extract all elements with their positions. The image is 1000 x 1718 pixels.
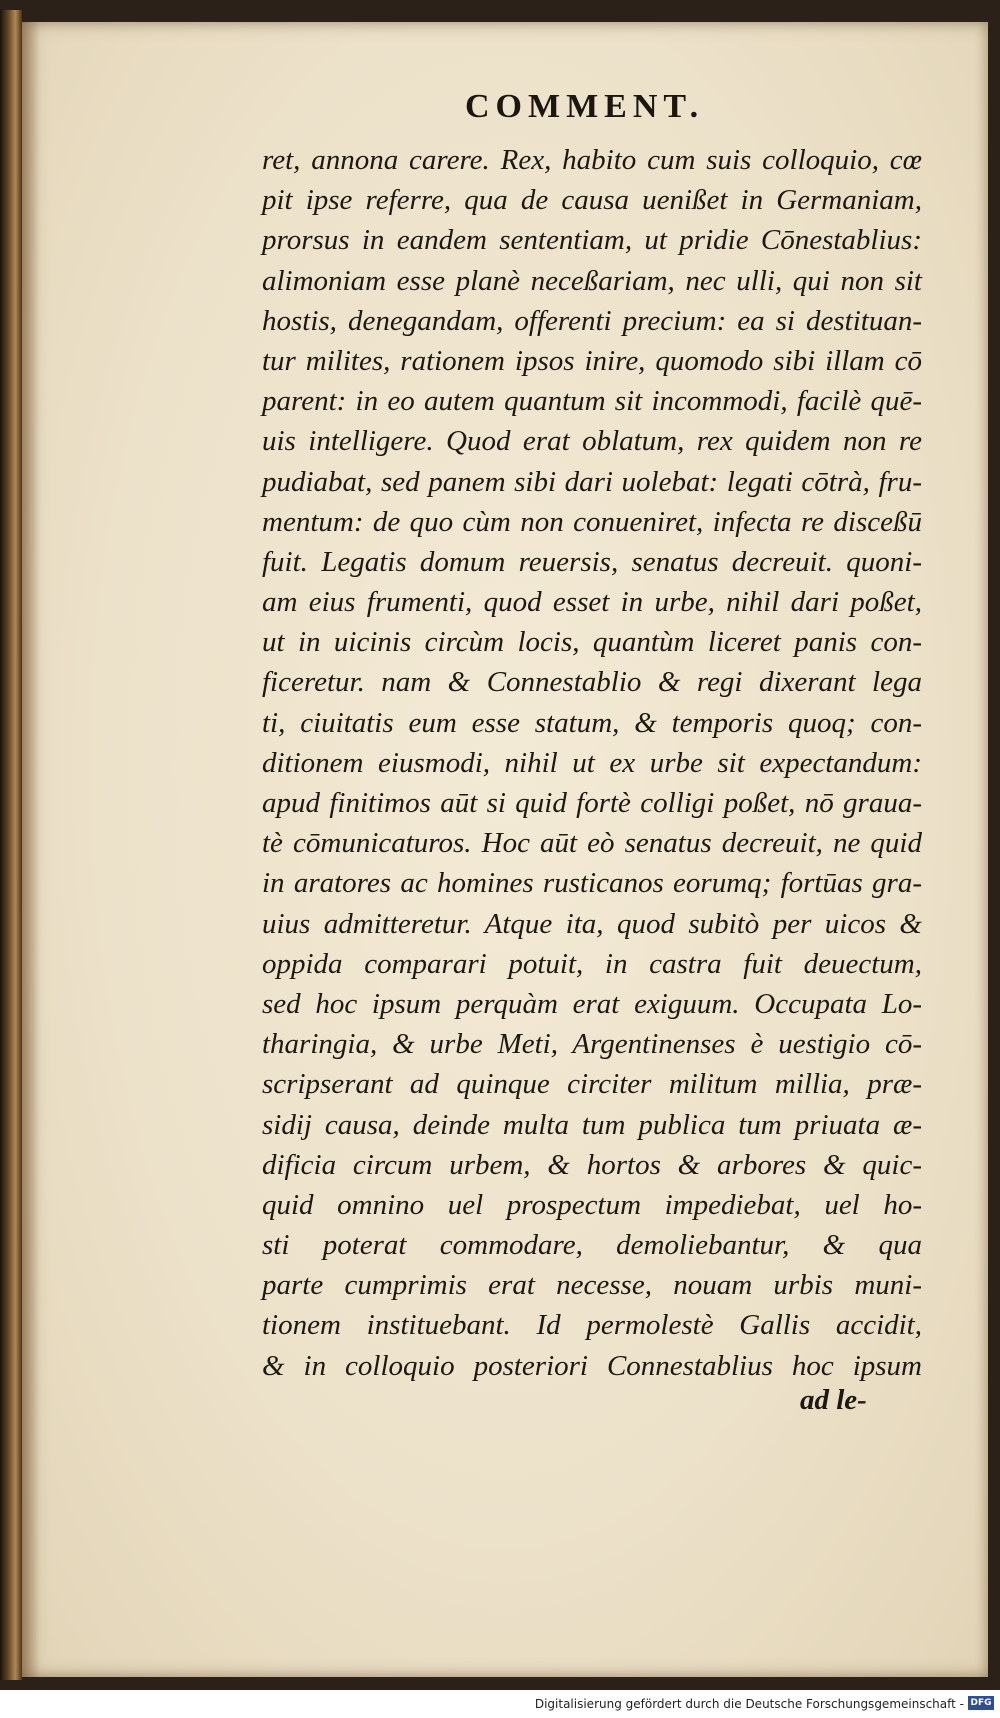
- text-line: ret, annona carere. Rex, habito cum suis colloquio, cœ: [262, 144, 922, 176]
- text-line: uis intelligere. Quod erat oblatum, rex quidem non re: [262, 425, 922, 458]
- text-line: alimoniam esse planè neceßariam, nec ulli, qui non sit: [262, 264, 922, 297]
- text-line: hostis, denegandam, offerenti precium: ea si destituan-: [262, 304, 922, 337]
- dfg-logo-icon: DFG: [968, 1696, 994, 1710]
- text-line: parte cumprimis erat necesse, nouam urbis muni-: [262, 1269, 922, 1302]
- text-line: am eius frumenti, quod esset in urbe, nihil dari poßet,: [262, 586, 922, 619]
- text-line: quid omnino uel prospectum impediebat, uel ho-: [262, 1188, 922, 1221]
- text-line: uius admitteretur. Atque ita, quod subitò per uicos &: [262, 907, 922, 940]
- catchword: ad le-: [800, 1384, 867, 1416]
- text-line: ficeretur. nam & Connestablio & regi dixerant lega: [262, 666, 922, 699]
- text-line: in aratores ac homines rusticanos eorumq; fortūas gra-: [262, 867, 922, 900]
- text-line: ti, ciuitatis eum esse statum, & temporis quoq; con-: [262, 706, 922, 739]
- text-line: tur milites, rationem ipsos inire, quomodo sibi illam cō: [262, 344, 922, 377]
- page-gutter-shadow: [22, 22, 40, 1677]
- text-line: apud finitimos aūt si quid fortè colligi poßet, nō graua-: [262, 787, 922, 819]
- text-line: pudiabat, sed panem sibi dari uolebat: legati cōtrà, fru-: [262, 465, 922, 498]
- footer-bar: [0, 1690, 1000, 1718]
- text-line: mentum: de quo cùm non conueniret, infecta re disceßū: [262, 505, 922, 538]
- text-line: ut in uicinis circùm locis, quantùm liceret panis con-: [262, 626, 922, 659]
- text-line: oppida comparari potuit, in castra fuit deuectum,: [262, 947, 922, 980]
- text-line: fuit. Legatis domum reuersis, senatus decreuit. quoni-: [262, 545, 922, 578]
- text-line: scripserant ad quinque circiter militum millia, præ-: [262, 1068, 922, 1101]
- body-text: [262, 140, 922, 1386]
- text-line: dificia circum urbem, & hortos & arbores & quic-: [262, 1148, 922, 1181]
- text-line: sed hoc ipsum perquàm erat exiguum. Occupata Lo-: [262, 987, 922, 1020]
- text-line: ditionem eiusmodi, nihil ut ex urbe sit expectandum:: [262, 746, 922, 779]
- running-head: COMMENT.: [465, 88, 705, 125]
- text-line: tionem instituebant. Id permolestè Gallis accidit,: [262, 1309, 922, 1342]
- text-line: tharingia, & urbe Meti, Argentinenses è uestigio cō-: [262, 1028, 922, 1061]
- text-line: parent: in eo autem quantum sit incommodi, facilè quē-: [262, 385, 922, 418]
- digitization-credit: Digitalisierung gefördert durch die Deutsche Forschungsgemeinschaft -: [534, 1697, 964, 1711]
- text-line: prorsus in eandem sententiam, ut pridie Cōnestablius:: [262, 224, 922, 257]
- book-spine-edge: [0, 10, 22, 1680]
- text-line: & in colloquio posteriori Connestablius hoc ipsum: [262, 1349, 922, 1382]
- text-line: sti poterat commodare, demoliebantur, & qua: [262, 1229, 922, 1262]
- text-line: sidij causa, deinde multa tum publica tum priuata æ-: [262, 1108, 922, 1141]
- text-line: tè cōmunicaturos. Hoc aūt eò senatus decreuit, ne quid: [262, 827, 922, 860]
- text-line: pit ipse referre, qua de causa uenißet in Germaniam,: [262, 184, 922, 217]
